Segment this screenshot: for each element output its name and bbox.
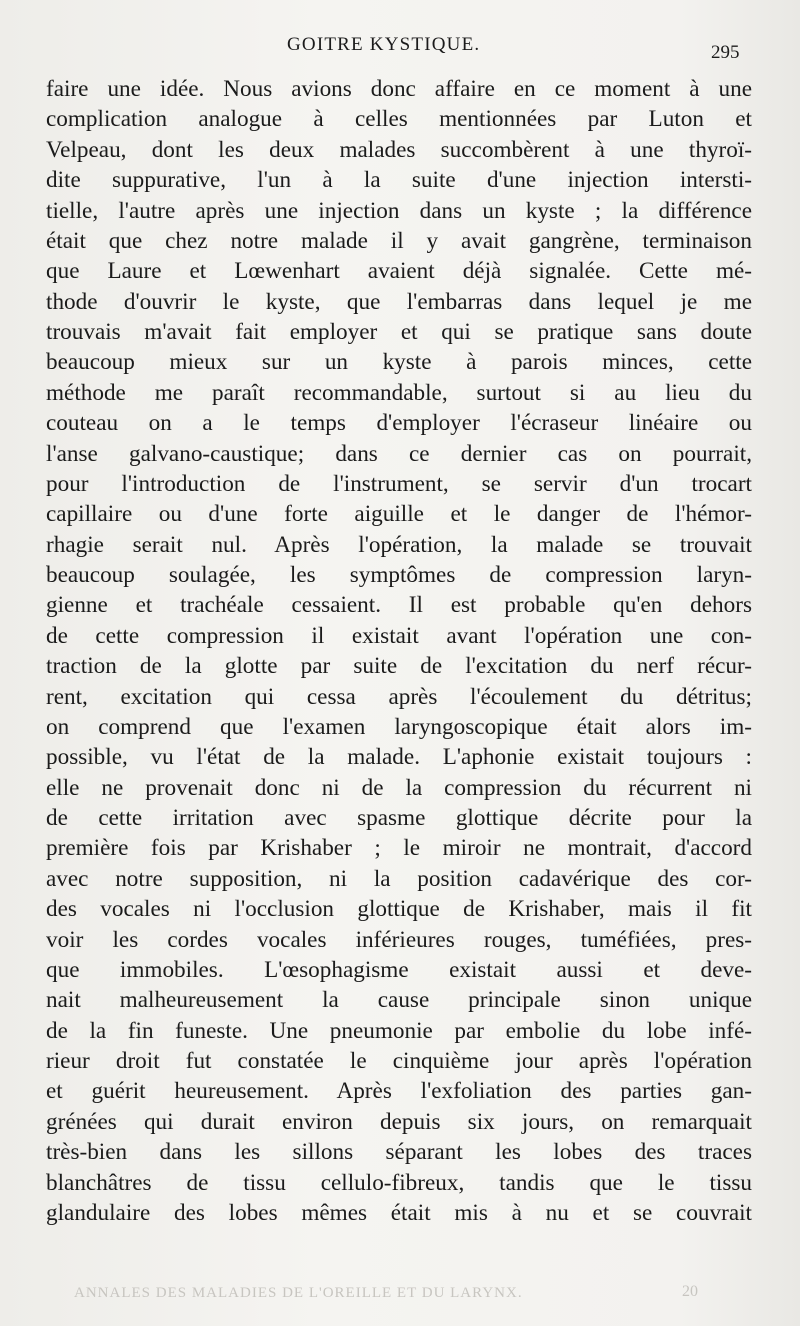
text-line: glandulaire des lobes mêmes était mis à nu et se couvrait (46, 1199, 752, 1226)
text-line: très-bien dans les sillons séparant les lobes des traces (46, 1139, 752, 1166)
text-line: des vocales ni l'occlusion glottique de Krishaber, mais il fit (46, 896, 752, 923)
text-line: faire une idée. Nous avions donc affaire en ce moment à une (46, 76, 752, 102)
body-text (46, 74, 752, 1228)
text-line: tielle, l'autre après une injection dans un kyste ; la différence (46, 197, 752, 224)
text-line: beaucoup mieux sur un kyste à parois minces, cette (46, 349, 752, 376)
text-line: et guérit heureusement. Après l'exfoliation des parties gan- (46, 1078, 752, 1105)
text-line: que Laure et Lœwenhart avaient déjà signalée. Cette mé- (46, 258, 752, 285)
page-number: 295 (711, 42, 740, 63)
page-footer (62, 1283, 752, 1307)
text-line: elle ne provenait donc ni de la compression du récurrent ni (46, 774, 752, 801)
text-line: nait malheureusement la cause principale sinon unique (46, 987, 752, 1014)
text-line: Velpeau, dont les deux malades succombèrent à une thyroï- (46, 136, 752, 163)
text-line: complication analogue à celles mentionnées par Luton et (46, 106, 752, 133)
text-line: couteau on a le temps d'employer l'écraseur linéaire ou (46, 410, 752, 437)
text-line: méthode me paraît recommandable, surtout si au lieu du (46, 379, 752, 406)
text-line: rent, excitation qui cessa après l'écoulement du détritus; (46, 683, 752, 710)
text-line: rhagie serait nul. Après l'opération, la malade se trouvait (46, 531, 752, 558)
text-line: voir les cordes vocales inférieures rouges, tuméfiées, pres- (46, 926, 752, 953)
text-line: de cette irritation avec spasme glottique décrite pour la (46, 805, 752, 831)
text-line: l'anse galvano-caustique; dans ce dernier cas on pourrait, (46, 440, 752, 467)
text-line: de cette compression il existait avant l'opération une con- (46, 622, 752, 649)
text-line: possible, vu l'état de la malade. L'aphonie existait toujours : (46, 744, 752, 771)
text-line: capillaire ou d'une forte aiguille et le danger de l'hémor- (46, 501, 752, 528)
text-line: première fois par Krishaber ; le miroir ne montrait, d'accord (46, 835, 752, 862)
sheet-number: 20 (682, 1283, 698, 1300)
text-line: de la fin funeste. Une pneumonie par embolie du lobe infé- (46, 1017, 752, 1044)
text-line: on comprend que l'examen laryngoscopique était alors im- (46, 713, 752, 740)
text-line: gienne et trachéale cessaient. Il est probable qu'en dehors (46, 592, 752, 619)
text-line: dite suppurative, l'un à la suite d'une injection intersti- (46, 167, 752, 194)
text-line: thode d'ouvrir le kyste, que l'embarras dans lequel je me (46, 288, 752, 315)
text-line: pour l'introduction de l'instrument, se servir d'un trocart (46, 470, 752, 497)
text-line: trouvais m'avait fait employer et qui se pratique sans doute (46, 319, 752, 345)
text-line: blanchâtres de tissu cellulo-fibreux, tandis que le tissu (46, 1169, 752, 1196)
text-line: rieur droit fut constatée le cinquième jour après l'opération (46, 1048, 752, 1074)
running-title: GOITRE KYSTIQUE. (287, 34, 481, 55)
page-header (0, 34, 800, 62)
text-line: que immobiles. L'œsophagisme existait aussi et deve- (46, 956, 752, 983)
text-line: était que chez notre malade il y avait gangrène, terminaison (46, 227, 752, 254)
text-line: grénées qui durait environ depuis six jours, on remarquait (46, 1108, 752, 1135)
text-line: beaucoup soulagée, les symptômes de compression laryn- (46, 562, 752, 588)
text-line: traction de la glotte par suite de l'excitation du nerf récur- (46, 653, 752, 680)
journal-signature: ANNALES DES MALADIES DE L'OREILLE ET DU LARYNX. (74, 1285, 523, 1301)
text-line: avec notre supposition, ni la position cadavérique des cor- (46, 865, 752, 892)
